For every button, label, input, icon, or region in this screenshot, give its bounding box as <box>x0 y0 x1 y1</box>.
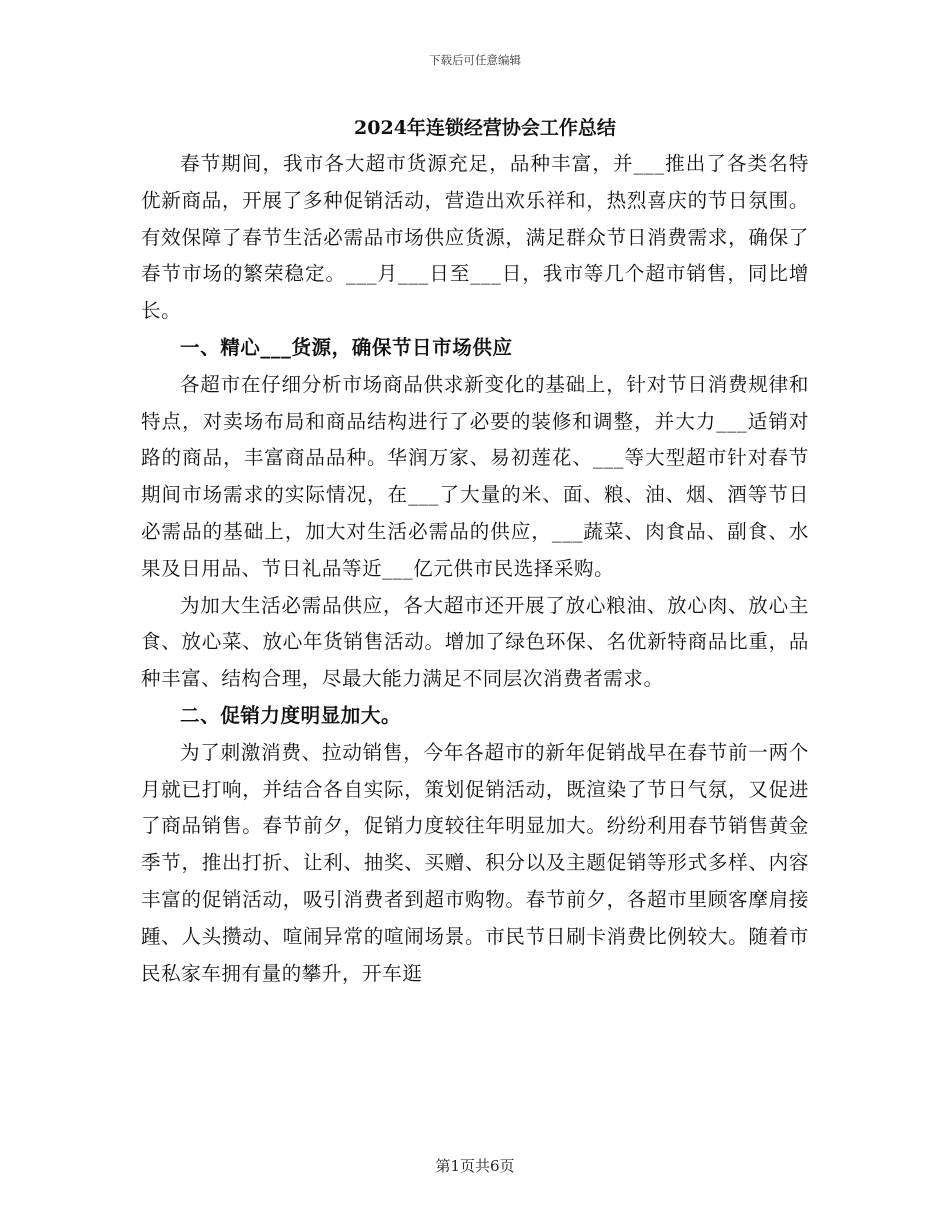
paragraph-promotion: 为了刺激消费、拉动销售，今年各超市的新年促销战早在春节前一两个月就已打响，并结合各自实际，策划促销活动，既渲染了节日气氛，又促进了商品销售。春节前夕，促销力度较往年明显加大。纷纷利用春节销售黄金季节，推出打折、让利、抽奖、买赠、积分以及主题促销等形式多样、内容丰富的促销活动，吸引消费者到超市购物。春节前夕，各超市里顾客摩肩接踵、人头攒动、喧闹异常的喧闹场景。市民节日刷卡消费比例较大。随着市民私家车拥有量的攀升，开车逛 <box>141 740 809 985</box>
page-footer: 第1页共6页 <box>435 1157 515 1175</box>
paragraph-supply: 各超市在仔细分析市场商品供求新变化的基础上，针对节日消费规律和特点，对卖场布局和商品结构进行了必要的装修和调整，并大力___适销对路的商品，丰富商品品种。华润万家、易初莲花、___等大型超市针对春节期间市场需求的实际情况，在___了大量的米、面、粮、油、烟、酒等节日必需品的基础上，加大对生活必需品的供应，___蔬菜、肉食品、副食、水果及日用品、节日礼品等近___亿元供市民选择采购。 <box>141 372 809 580</box>
section-heading-1: 一、精心___货源，确保节日市场供应 <box>180 335 513 359</box>
paragraph-intro: 春节期间，我市各大超市货源充足，品种丰富，并___推出了各类名特优新商品，开展了多种促销活动，营造出欢乐祥和，热烈喜庆的节日氛围。有效保障了春节生活必需品市场供应货源，满足群众节日消费需求，确保了春节市场的繁荣稳定。___月___日至___日，我市等几个超市销售，同比增长。 <box>141 152 809 323</box>
section-heading-2: 二、促销力度明显加大。 <box>180 703 402 727</box>
paragraph-necessities: 为加大生活必需品供应，各大超市还开展了放心粮油、放心肉、放心主食、放心菜、放心年货销售活动。增加了绿色环保、名优新特商品比重，品种丰富、结构合理，尽最大能力满足不同层次消费者需求。 <box>141 593 809 691</box>
document-title: 2024年连锁经营协会工作总结 <box>354 117 616 139</box>
document-body <box>141 112 809 992</box>
header-note: 下载后可任意编辑 <box>429 53 521 67</box>
